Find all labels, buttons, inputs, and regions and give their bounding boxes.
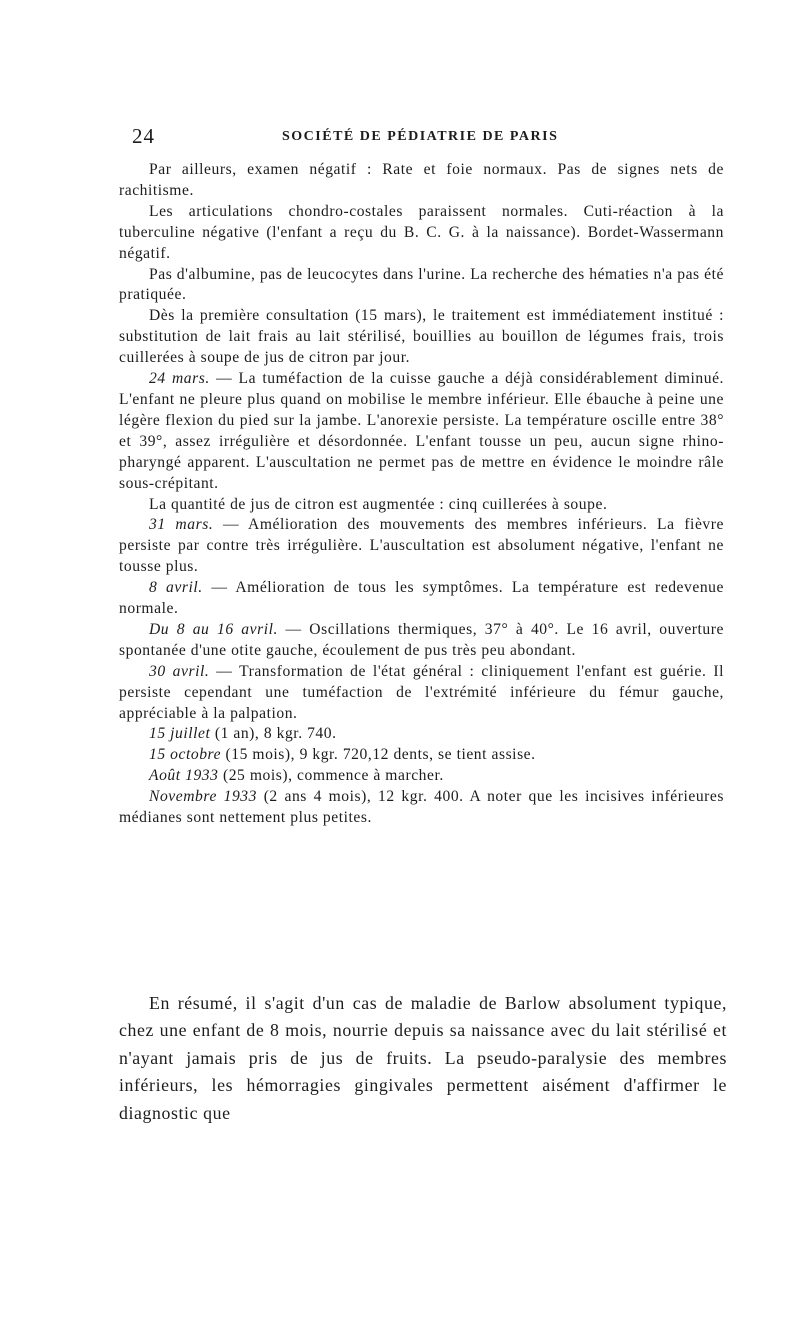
paragraph-text: Par ailleurs, examen négatif : Rate et foie normaux. Pas de signes nets de rachitisme.	[119, 161, 724, 199]
date-label: Du 8 au 16 avril.	[149, 620, 278, 638]
date-label: 8 avril.	[149, 579, 203, 597]
paragraph-text: — Oscillations thermiques, 37° à 40°. Le 16 avril, ouverture spontanée d'une otite gauche, écoulement de pus très peu abondant.	[119, 620, 724, 659]
paragraph	[119, 745, 724, 766]
paragraph-text: — La tuméfaction de la cuisse gauche a déjà considérablement diminué. L'enfant ne pleure plus quand on mobilise le membre inférieur. Elle ébauche à peine une légère flexion du pied sur la jambe. L'anorexie persiste. La température oscille entre 38° et 39°, assez irrégulière et désordonnée. L'enfant tousse un peu, aucun signe rhino-pharyngé apparent. L'auscultation ne permet pas de mettre en évidence le moindre râle sous-crépitant.	[119, 370, 724, 492]
paragraph-text: (15 mois), 9 kgr. 720,12 dents, se tient assise.	[221, 746, 536, 764]
paragraph-text: La quantité de jus de citron est augmentée : cinq cuillerées à soupe.	[149, 495, 608, 513]
running-title: SOCIÉTÉ DE PÉDIATRIE DE PARIS	[282, 129, 559, 144]
paragraph	[119, 620, 724, 662]
paragraph-text: Pas d'albumine, pas de leucocytes dans l'urine. La recherche des hématies n'a pas été pratiquée.	[119, 265, 724, 304]
paragraph	[119, 766, 724, 787]
paragraph-text: — Transformation de l'état général : cliniquement l'enfant est guérie. Il persiste cependant une tuméfaction de l'extrémité inférieure du fémur gauche, appréciable à la palpation.	[119, 662, 724, 722]
paragraph-text: Dès la première consultation (15 mars), le traitement est immédiatement institué : substitution de lait frais au lait stérilisé, bouillies au bouillon de légumes frais, trois cuillerées à soupe de jus de citron par jour.	[119, 307, 724, 367]
date-label: 15 juillet	[149, 725, 211, 743]
summary-paragraph: En résumé, il s'agit d'un cas de maladie de Barlow absolument typique, chez une enfant de 8 mois, nourrie depuis sa naissance avec du lait stérilisé et n'ayant jamais pris de jus de fruits. La pseudo-paralysie des membres inférieurs, les hémorragies gingivales permettent aisément d'affirmer le diagnostic que	[119, 993, 727, 1123]
date-label: 15 octobre	[149, 746, 222, 764]
paragraph-text: (25 mois), commence à marcher.	[218, 767, 444, 785]
date-label: 30 avril.	[149, 662, 210, 680]
page-header	[132, 124, 726, 148]
paragraph-text: (1 an), 8 kgr. 740.	[210, 725, 337, 743]
paragraph-text: Les articulations chondro-costales paraissent normales. Cuti-réaction à la tuberculine négative (l'enfant a reçu du B. C. G. à la naissance). Bordet-Wassermann négatif.	[119, 202, 724, 262]
paragraph	[119, 724, 724, 745]
paragraph	[119, 306, 724, 369]
paragraph-text: — Amélioration de tous les symptômes. La température est redevenue normale.	[119, 579, 724, 618]
paragraph	[119, 202, 724, 265]
paragraph	[119, 265, 724, 307]
paragraph	[119, 578, 724, 620]
summary-section	[119, 990, 727, 1127]
paragraph	[119, 787, 724, 829]
paragraph	[119, 515, 724, 578]
date-label: 24 mars.	[149, 370, 210, 388]
paragraph-text: — Amélioration des mouvements des membres inférieurs. La fièvre persiste par contre très irrégulière. L'auscultation est absolument négative, l'enfant ne tousse plus.	[119, 516, 724, 576]
paragraph	[119, 662, 724, 725]
paragraph	[119, 369, 724, 494]
case-report-text	[119, 160, 724, 829]
date-label: Août 1933	[149, 767, 219, 785]
paragraph	[119, 160, 724, 202]
date-label: 31 mars.	[149, 516, 214, 534]
page-number: 24	[132, 124, 155, 148]
paragraph	[119, 495, 724, 516]
date-label: Novembre 1933	[149, 788, 257, 806]
paragraph-text: (2 ans 4 mois), 12 kgr. 400. A noter que les incisives inférieures médianes sont nettement plus petites.	[119, 788, 725, 827]
